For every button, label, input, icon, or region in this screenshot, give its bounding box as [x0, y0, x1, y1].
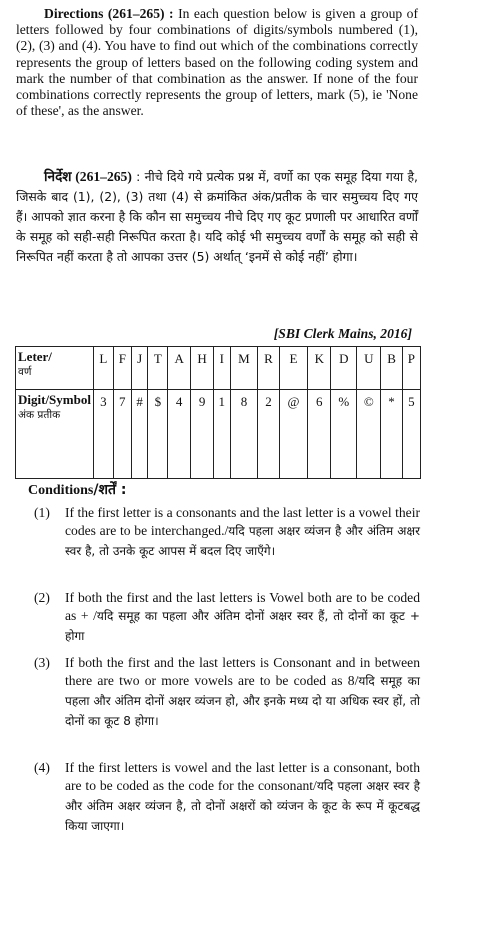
letter-row-header [16, 347, 94, 390]
code-cell: 2 [258, 390, 279, 479]
letter-header-hi: वर्ण [18, 366, 32, 378]
letter-cell: M [230, 347, 258, 390]
condition-text-en: If the first letters is vowel and the last letter is a consonant, both are to be coded as the code for the consonant/ [65, 760, 420, 794]
conditions-title-en: Conditions [28, 483, 94, 498]
letter-cell: A [168, 347, 191, 390]
code-cell: 8 [230, 390, 258, 479]
condition-text [65, 760, 420, 836]
directions-hindi [16, 167, 418, 267]
code-row [16, 390, 421, 479]
code-cell: % [331, 390, 357, 479]
code-cell: © [357, 390, 381, 479]
condition-item [34, 760, 420, 836]
code-cell: 5 [402, 390, 420, 479]
condition-number: (2) [34, 590, 50, 605]
directions-hindi-text: : नीचे दिये गये प्रत्येक प्रश्न में, वर्णो का एक समूह दिया गया है, जिसके बाद (1), (2), (3) तथा (4) से क्रमांकित अंक/प्रतीक के चार समुच्चय दिए गए हैं। आपको ज्ञात करना है कि कौन सा समुच्चय नीचे दिए गए कूट प्रणाली पर आधारित वर्णों के समूह को सही-सही निरूपित करता है। यदि कोई भी समुच्चय वर्णों के समूह को सही से निरूपित नहीं करता है तो आपका उत्तर (5) अर्थात् ‘इनमें से कोई नहीं’ होगा। [16, 169, 418, 264]
letter-cell: F [113, 347, 131, 390]
letter-cell: I [214, 347, 231, 390]
condition-text [65, 655, 420, 731]
condition-text-en: If the first letter is a consonants and the last letter is a vowel their codes are to be interchanged./ [65, 505, 420, 539]
conditions-title [28, 480, 126, 499]
condition-text-en: If both the first and the last letters is Consonant and in between there are two or more vowels are to be coded as 8/ [65, 655, 420, 689]
code-cell: $ [148, 390, 168, 479]
directions-heading: Directions (261–265) : [44, 6, 174, 21]
letter-cell: H [191, 347, 214, 390]
letter-row [16, 347, 421, 390]
directions-hindi-heading: निर्देश (261–265) [44, 169, 132, 184]
condition-number: (1) [34, 505, 50, 520]
condition-item [34, 655, 420, 731]
code-header-hi: अंक प्रतीक [18, 409, 61, 421]
letter-header-en: Leter/ [18, 349, 52, 364]
condition-text-hi: यदि पहला अक्षर स्वर है और अंतिम अक्षर व्यंजन है, तो दोनों अक्षरों को व्यंजन के कूट के रूप में कूटबद्ध किया जाएगा। [65, 779, 420, 834]
exam-source: [SBI Clerk Mains, 2016] [273, 326, 412, 341]
code-cell: 3 [93, 390, 113, 479]
directions-english [16, 6, 418, 119]
condition-text [65, 590, 420, 646]
condition-number: (4) [34, 760, 50, 775]
condition-text [65, 505, 420, 561]
code-cell: @ [279, 390, 308, 479]
code-cell: 6 [308, 390, 331, 479]
directions-text: In each question below is given a group of letters followed by four combinations of digits/symbols numbered (1), (2), (3) and (4). You have to find out which of the combinations correctly represents the group of letters based on the following coding system and mark the number of that combination as the answer. If none of the four combinations correctly represents the group of letters, mark (5), ie 'None of these', as the answer. [16, 6, 418, 119]
condition-number: (3) [34, 655, 50, 670]
coding-table [15, 346, 421, 479]
letter-cell: T [148, 347, 168, 390]
code-cell: * [381, 390, 402, 479]
letter-cell: P [402, 347, 420, 390]
letter-cell: K [308, 347, 331, 390]
code-row-header [16, 390, 94, 479]
letter-cell: B [381, 347, 402, 390]
condition-text-hi: यदि समूह का पहला और अंतिम दोनों अक्षर स्वर हैं, तो दोनों का कूट + होगा [65, 609, 420, 644]
code-cell: 9 [191, 390, 214, 479]
letter-cell: R [258, 347, 279, 390]
condition-text-hi: यदि समूह का पहला और अंतिम दोनों अक्षर व्यंजन हो, और इनके मध्य दो या अधिक स्वर हों, तो दोनों का कूट 8 होगा। [65, 674, 420, 729]
condition-text-en: If both the first and the last letters is Vowel both are to be coded as + / [65, 590, 420, 624]
conditions-title-hi: /शर्तें : [93, 482, 127, 498]
code-cell: # [131, 390, 148, 479]
code-cell: 4 [168, 390, 191, 479]
letter-cell: J [131, 347, 148, 390]
code-cell: 7 [113, 390, 131, 479]
letter-cell: D [331, 347, 357, 390]
letter-cell: E [279, 347, 308, 390]
condition-item [34, 590, 420, 646]
condition-item [34, 505, 420, 561]
code-header-en: Digit/Symbol [18, 392, 91, 407]
letter-cell: U [357, 347, 381, 390]
letter-cell: L [93, 347, 113, 390]
code-cell: 1 [214, 390, 231, 479]
condition-text-hi: यदि पहला अक्षर व्यंजन है और अंतिम अक्षर स्वर है, तो उनके कूट आपस में बदल दिए जाएँगे। [65, 524, 420, 559]
